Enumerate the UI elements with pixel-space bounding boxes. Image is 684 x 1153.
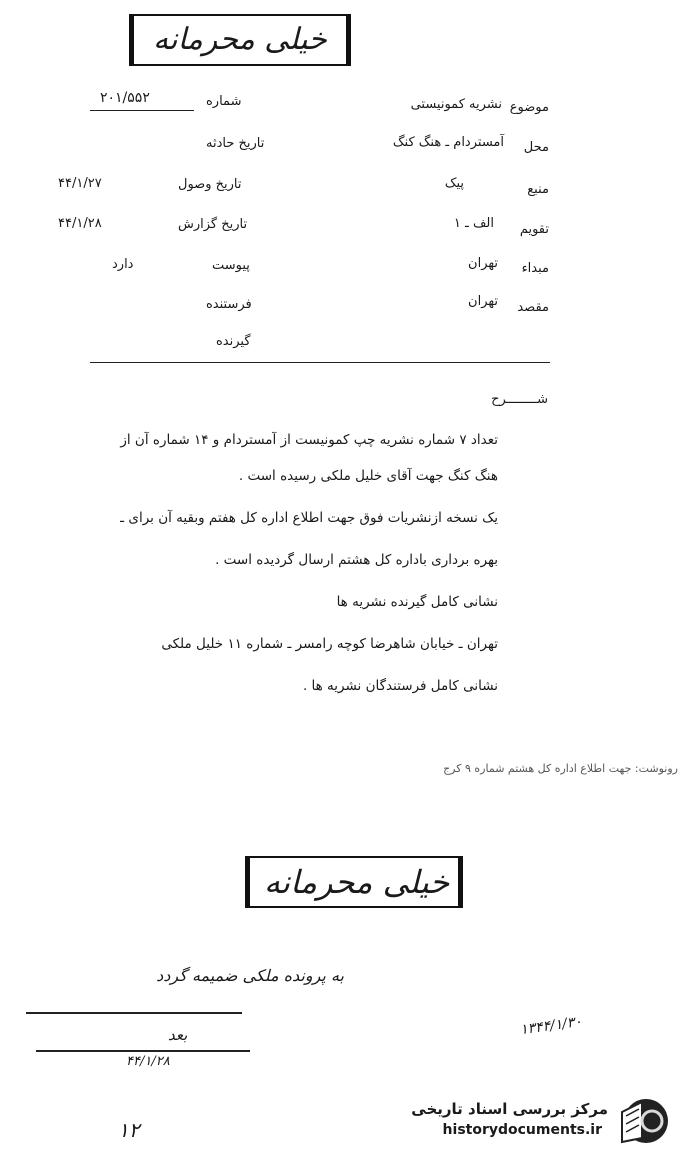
body-line-7: نشانی کامل فرستندگان نشریه ها .	[302, 678, 498, 694]
logo-url: historydocuments.ir	[442, 1122, 602, 1138]
number-value: ۲۰۱/۵۵۲	[100, 90, 150, 106]
logo-name: مرکز بررسی اسناد تاریخی	[411, 1100, 608, 1118]
destination-label: مقصد	[517, 300, 549, 315]
handwritten-date-left: ۴۴/۱/۲۸	[126, 1054, 170, 1069]
rating-label: تقویم	[519, 222, 549, 237]
origin-value: تهران	[468, 256, 498, 271]
body-line-2: هنگ کنگ جهت آقای خلیل ملکی رسیده است .	[238, 468, 498, 484]
source-label: منبع	[527, 182, 549, 197]
body-line-4: بهره برداری باداره کل هشتم ارسال گردیده است .	[215, 552, 498, 568]
note-underline	[26, 1012, 242, 1014]
rating-value: الف ـ ۱	[453, 216, 494, 231]
body-heading: شــــــــرح	[491, 392, 548, 407]
destination-value: تهران	[468, 294, 498, 309]
number-underline	[90, 110, 194, 111]
body-line-1: تعداد ۷ شماره نشریه چپ کمونیست از آمستردام و ۱۴ شماره آن از	[120, 432, 498, 448]
received-date-label: تاریخ وصول	[178, 177, 242, 192]
page-number: ۱۲	[118, 1118, 140, 1142]
classification-text-bottom: خیلی محرمانه	[264, 863, 450, 901]
received-date-value: ۴۴/۱/۲۷	[58, 176, 102, 191]
sender-label: فرستنده	[206, 297, 252, 312]
source-value: پیک	[444, 176, 464, 191]
body-line-3: یک نسخه ازنشریات فوق جهت اطلاع اداره کل هفتم وبقیه آن برای ـ	[120, 510, 498, 526]
place-value: آمستردام ـ هنگ کنگ	[392, 135, 504, 150]
subject-value: نشریه کمونیستی	[410, 97, 502, 112]
classification-stamp-top	[132, 14, 348, 66]
attachment-label: پیوست	[212, 258, 250, 273]
handwritten-sign: بعد	[168, 1026, 188, 1044]
attachment-value: دارد	[112, 257, 134, 272]
receiver-label: گیرنده	[216, 334, 251, 349]
body-line-6: تهران ـ خیابان شاهرضا کوچه رامسر ـ شماره ۱۱ خلیل ملکی	[161, 636, 498, 652]
place-label: محل	[523, 140, 549, 155]
classification-text: خیلی محرمانه	[153, 22, 327, 57]
handwritten-note: به پرونده ملکی ضمیمه گردد	[156, 966, 344, 985]
number-label: شماره	[206, 94, 242, 109]
sign-line	[36, 1050, 250, 1052]
footnote-copy: رونوشت: جهت اطلاع اداره کل هشتم شماره ۹ کرج	[443, 762, 678, 775]
header-divider	[90, 362, 550, 363]
body-line-5: نشانی کامل گیرنده نشریه ها	[336, 594, 498, 610]
classification-stamp-bottom	[248, 856, 460, 908]
report-date-label: تاریخ گزارش	[178, 217, 248, 232]
origin-label: مبداء	[521, 261, 549, 276]
report-date-value: ۴۴/۱/۲۸	[58, 216, 102, 231]
archive-logo-icon	[612, 1094, 672, 1148]
event-date-label: تاریخ حادثه	[206, 136, 265, 151]
handwritten-date-right: ۱۳۴۴/۱/۳۰	[519, 1013, 583, 1039]
subject-label: موضوع	[509, 100, 549, 115]
